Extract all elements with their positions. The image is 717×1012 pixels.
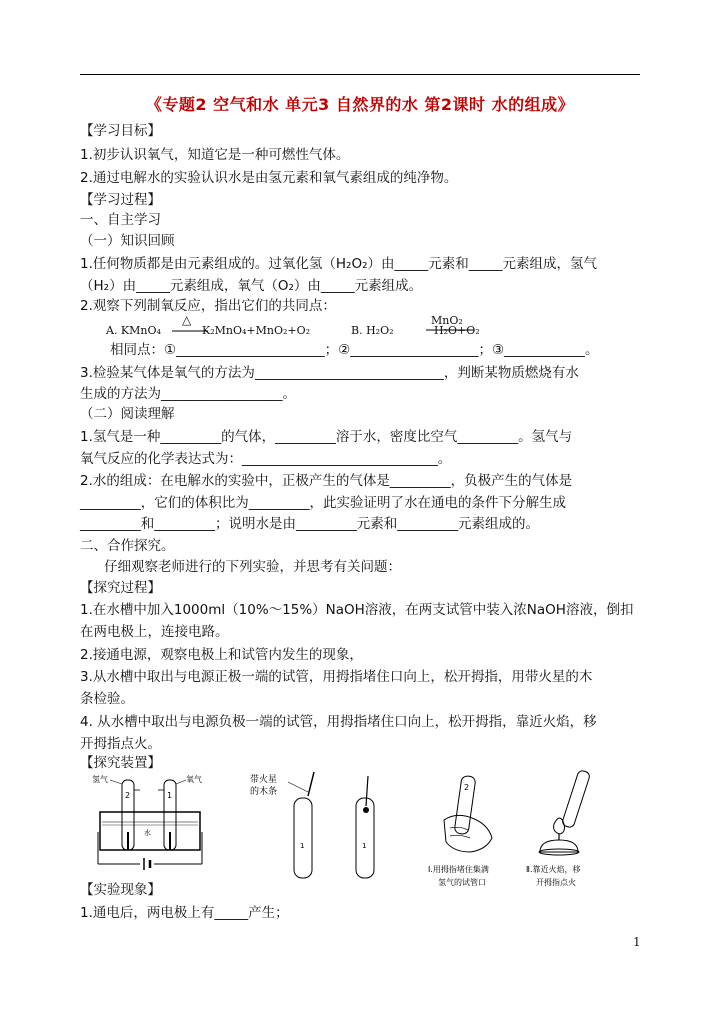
tube-number-a: 1 bbox=[300, 842, 305, 850]
page-number: 1 bbox=[633, 935, 641, 949]
text-line: （二）阅读理解 bbox=[80, 406, 175, 422]
reaction-b-condition: MnO₂ bbox=[431, 314, 463, 327]
oxygen-label: 氧气 bbox=[186, 775, 202, 784]
header-rule bbox=[80, 74, 640, 75]
text-line: 3.从水槽中取出与电源正极一端的试管，用拇指堵住口向上，松开拇指，用带火星的木 bbox=[80, 669, 593, 685]
electrolysis-apparatus-figure bbox=[92, 772, 210, 882]
text-line: _________，它们的体积比为_________，此实验证明了水在通电的条件下分解生成 bbox=[80, 495, 566, 511]
text-line: 2.观察下列制氧反应，指出它们的共同点： bbox=[80, 298, 336, 314]
text-line: 氧气反应的化学表达式为：_____________________________。 bbox=[80, 451, 452, 467]
thumb-tube-figure bbox=[426, 768, 526, 893]
reaction-a-reactant: A. KMnO₄ bbox=[106, 324, 161, 337]
water-label: 水 bbox=[144, 829, 151, 837]
flame-ignition-figure bbox=[526, 768, 622, 893]
text-line: 2.通过电解水的实验认识水是由氢元素和氧气素组成的纯净物。 bbox=[80, 170, 458, 186]
figure-4-caption-line1: Ⅱ.靠近火焰，移 bbox=[526, 865, 581, 874]
figure-4-caption-line2: 开拇指点火 bbox=[536, 878, 576, 887]
text-line: 1.初步认识氧气，知道它是一种可燃性气体。 bbox=[80, 147, 350, 163]
section-heading: 二、合作探究。 bbox=[80, 538, 175, 554]
tube-number-left: 2 bbox=[125, 791, 131, 800]
text-line: 2.水的组成：在电解水的实验中，正极产生的气体是_________，负极产生的气体是 bbox=[80, 473, 573, 489]
text-line: 开拇指点火。 bbox=[80, 736, 161, 752]
text-line: 4. 从水槽中取出与电源负极一端的试管，用拇指堵住口向上，松开拇指，靠近火焰，移 bbox=[80, 714, 597, 730]
section-heading: 【学习目标】 bbox=[80, 123, 161, 139]
text-line: 条检验。 bbox=[80, 691, 134, 707]
text-line: 1.通电后，两电极上有_____产生； bbox=[80, 905, 289, 921]
splint-label-line1: 带火星 bbox=[250, 775, 278, 785]
page-title: 《专题2 空气和水 单元3 自然界的水 第2课时 水的组成》 bbox=[145, 95, 575, 114]
text-line: （一）知识回顾 bbox=[80, 233, 175, 249]
text-line: 在两电极上，连接电路。 bbox=[80, 624, 229, 640]
text-line: 生成的方法为__________________。 bbox=[80, 386, 296, 402]
tube-number: 2 bbox=[464, 783, 470, 792]
hydrogen-label: 氢气 bbox=[92, 775, 108, 784]
text-line: （H₂）由_____元素组成，氧气（O₂）由_____元素组成。 bbox=[80, 278, 423, 294]
text-line: _________和_________；说明水是由_________元素和_________元素组成的。 bbox=[80, 516, 539, 532]
text-line: 1.氢气是一种_________的气体，_________溶于水，密度比空气_________。氢气与 bbox=[80, 429, 573, 445]
section-heading: 【学习过程】 bbox=[80, 192, 161, 208]
reaction-b-reactant: B. H₂O₂ bbox=[351, 324, 394, 337]
section-heading: 【实验现象】 bbox=[80, 882, 161, 898]
glowing-splint-test-figure bbox=[248, 768, 398, 883]
text-line: 仔细观察老师进行的下列实验，并思考有关问题： bbox=[104, 559, 401, 575]
tube-number-b: 1 bbox=[362, 842, 367, 850]
reaction-b-products: H₂O+O₂ bbox=[434, 324, 480, 337]
figure-3-caption-line2: 氢气的试管口 bbox=[438, 878, 486, 887]
figure-3-caption-line1: Ⅰ.用拇指堵住集满 bbox=[428, 865, 489, 874]
splint-label-line2: 的木条 bbox=[250, 787, 278, 797]
section-heading: 【探究装置】 bbox=[80, 755, 161, 771]
text-line: 相同点：①______________________；②___________________；③____________。 bbox=[110, 342, 599, 358]
reaction-a-products: K₂MnO₄+MnO₂+O₂ bbox=[202, 324, 311, 337]
text-line: 一、自主学习 bbox=[80, 212, 161, 228]
section-heading: 【探究过程】 bbox=[80, 580, 161, 596]
text-line: 1.任何物质都是由元素组成的。过氧化氢（H₂O₂）由_____元素和_____元素组成，氢气 bbox=[80, 256, 597, 272]
text-line: 1.在水槽中加入1000ml（10%～15%）NaOH溶液，在两支试管中装入浓NaOH溶液，倒扣 bbox=[80, 602, 634, 618]
text-line: 2.接通电源，观察电极上和试管内发生的现象， bbox=[80, 647, 363, 663]
reaction-a-condition: △ bbox=[182, 313, 192, 327]
tube-number-right: 1 bbox=[167, 791, 173, 800]
text-line: 3.检验某气体是氧气的方法为____________________________，判断某物质燃烧有水 bbox=[80, 365, 579, 381]
